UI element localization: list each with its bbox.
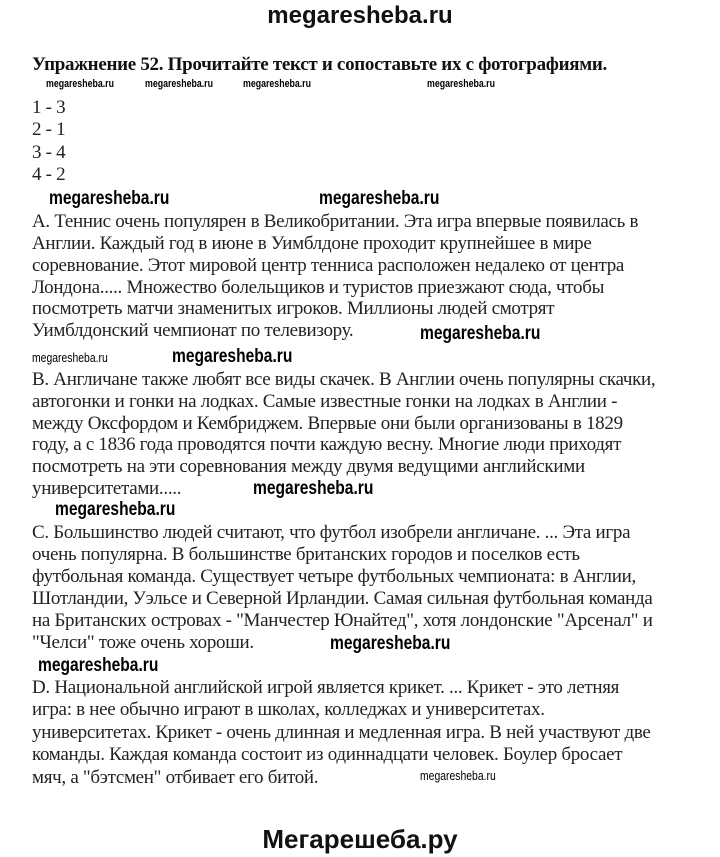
watermark: megaresheba.ru — [172, 346, 293, 367]
watermark: megaresheba.ru — [49, 188, 170, 209]
paragraph-line: мяч, а "бэтсмен" отбивает его битой. — [32, 767, 319, 788]
watermark: megaresheba.ru — [319, 188, 440, 209]
paragraph-line: Шотландии, Уэльсе и Северной Ирландии. Самая сильная футбольная команда — [32, 588, 653, 609]
paragraph-line: "Челси" тоже очень хороши. — [32, 632, 254, 653]
answer-3: 3 - 4 — [32, 142, 66, 163]
paragraph-line: университетах. Крикет - очень длинная и медленная игра. В ней участвуют две — [32, 722, 651, 743]
paragraph-line: Лондона..... Множество болельщиков и туристов приезжают сюда, чтобы — [32, 277, 605, 298]
watermark: megaresheba.ru — [253, 478, 374, 499]
site-footer[interactable]: Мегарешеба.ру — [262, 824, 458, 854]
answer-2: 2 - 1 — [32, 119, 66, 140]
paragraph-line: D. Национальной английской игрой является крикет. ... Крикет - это летняя — [32, 677, 620, 698]
paragraph-line: автогонки и гонки на лодках. Самые известные гонки на лодках в Англии - — [32, 391, 618, 412]
watermark: megaresheba.ru — [330, 633, 451, 654]
watermark: megaresheba.ru — [420, 768, 496, 783]
watermark: megaresheba.ru — [427, 78, 495, 90]
answer-4: 4 - 2 — [32, 164, 66, 185]
paragraph-line: футбольная команда. Существует четыре футбольных чемпионата: в Англии, — [32, 566, 636, 587]
paragraph-line: между Оксфордом и Кембриджем. Впервые они были организованы в 1829 — [32, 413, 623, 434]
paragraph-line: университетами..... — [32, 478, 182, 499]
paragraph-line: соревнование. Этот мировой центр тенниса расположен недалеко от центра — [32, 255, 625, 276]
paragraph-line: игра: в нее обычно играют в школах, колледжах и университетах. — [32, 699, 545, 720]
paragraph-line: команды. Каждая команда состоит из одиннадцати человек. Боулер бросает — [32, 744, 623, 765]
watermark: megaresheba.ru — [38, 655, 159, 676]
paragraph-line: году, а с 1836 года проводятся почти каждую весну. Многие люди приходят — [32, 434, 622, 455]
paragraph-line: на Британских островах - "Манчестер Юнайтед", хотя лондонские "Арсенал" и — [32, 610, 653, 631]
watermark: megaresheba.ru — [46, 78, 114, 90]
paragraph-line: посмотреть матчи знаменитых игроков. Миллионы людей смотрят — [32, 298, 555, 319]
paragraph-line: A. Теннис очень популярен в Великобритании. Эта игра впервые появилась в — [32, 211, 639, 232]
exercise-title: Упражнение 52. Прочитайте текст и сопоставьте их с фотографиями. — [32, 54, 607, 75]
watermark: megaresheba.ru — [243, 78, 311, 90]
paragraph-line: C. Большинство людей считают, что футбол изобрели англичане. ... Эта игра — [32, 522, 631, 543]
paragraph-line: Уимблдонский чемпионат по телевизору. — [32, 320, 354, 341]
watermark: megaresheba.ru — [55, 499, 176, 520]
answer-1: 1 - 3 — [32, 97, 66, 118]
paragraph-line: очень популярна. В большинстве британских городов и поселков есть — [32, 544, 580, 565]
watermark: megaresheba.ru — [145, 78, 213, 90]
paragraph-line: Англии. Каждый год в июне в Уимблдоне проходит крупнейшее в мире — [32, 233, 592, 254]
paragraph-line: посмотреть на эти соревнования между двумя ведущими английскими — [32, 456, 585, 477]
paragraph-line: B. Англичане также любят все виды скачек. В Англии очень популярны скачки, — [32, 369, 656, 390]
watermark: megaresheba.ru — [32, 350, 108, 365]
watermark: megaresheba.ru — [420, 323, 541, 344]
site-header[interactable]: megaresheba.ru — [267, 2, 453, 29]
